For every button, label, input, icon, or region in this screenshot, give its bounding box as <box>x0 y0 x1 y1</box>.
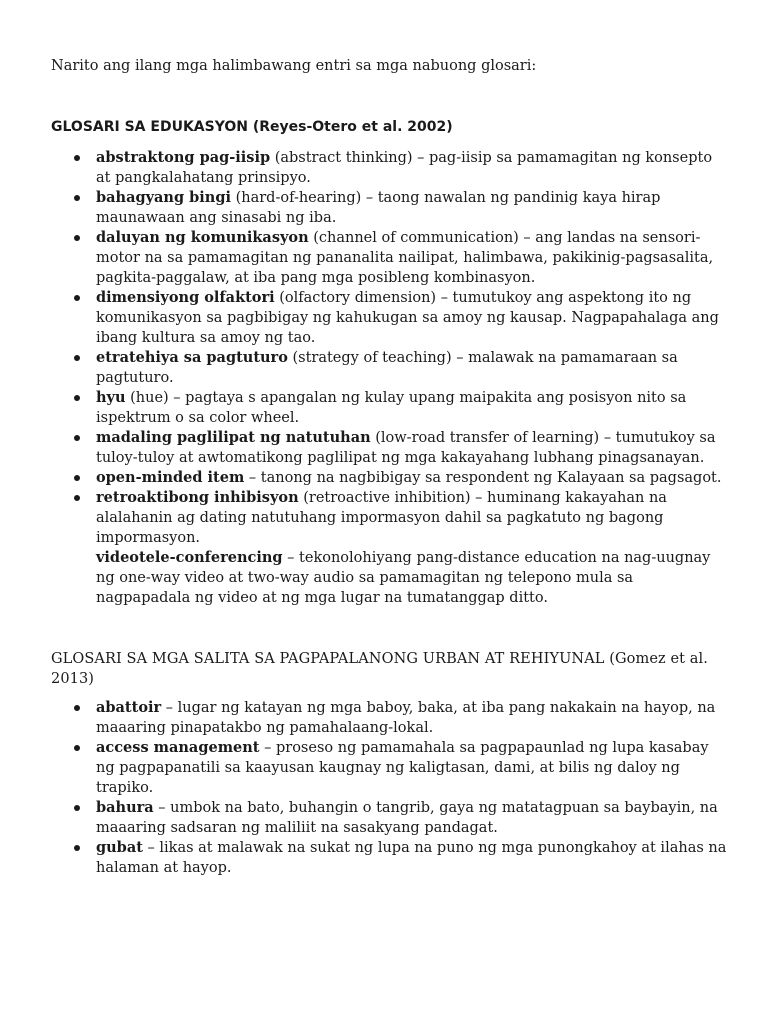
glossary-term: bahagyang bingi <box>96 189 231 206</box>
glossary-definition: – likas at malawak na sukat ng lupa na puno ng mga punongkahoy at ilahas na halaman at hayop. <box>96 840 727 876</box>
glossary-term: videotele-conferencing <box>96 549 283 566</box>
glossary-definition: (channel of communication) – ang landas na sensori-motor na sa pamamagitan ng pananalita nailipat, halimbawa, pakikinig-pagsasalita, pagkita-paggalaw, at iba pang mga posibleng kombinasyon. <box>96 230 714 286</box>
glossary-entry <box>0 548 728 608</box>
glossary-entry <box>0 838 728 878</box>
glossary-term: dimensiyong olfaktori <box>96 289 275 306</box>
glossary-definition: (olfactory dimension) – tumutukoy ang aspektong ito ng komunikasyon sa pagbibigay ng kahukugan sa amoy ng kausap. Nagpapahalaga ang ibang kultura sa amoy ng tao. <box>96 290 719 346</box>
glossary-definition: (abstract thinking) – pag-iisip sa pamamagitan ng konsepto at pangkalahatang prinsipyo. <box>96 150 713 186</box>
glossary-term: madaling paglilipat ng natutuhan <box>96 429 371 446</box>
glossary-term: daluyan ng komunikasyon <box>96 229 309 246</box>
glossary-entry <box>0 798 728 838</box>
glossary-term: access management <box>96 739 260 756</box>
glossary-entry <box>0 738 728 798</box>
glossary-entry <box>0 228 728 288</box>
glossary-list-urban <box>0 698 728 878</box>
glossary-definition: (hard-of-hearing) – taong nawalan ng pandinig kaya hirap maunawaan ang sinasabi ng iba. <box>96 190 661 226</box>
glossary-entry <box>0 148 728 188</box>
glossary-term: gubat <box>96 839 143 856</box>
glossary-term: abstraktong pag-iisip <box>96 149 271 166</box>
glossary-term: open-minded item <box>96 469 245 486</box>
glossary-list-edukasyon <box>0 148 728 608</box>
glossary-entry <box>0 468 728 488</box>
glossary-definition: (retroactive inhibition) – huminang kakayahan na alalahanin ag dating natutuhang impormasyon dahil sa pagkatuto ng bagong impormasyon. <box>96 490 667 546</box>
glossary-entry <box>0 188 728 228</box>
glossary-entry <box>0 428 728 468</box>
glossary-term: bahura <box>96 799 154 816</box>
glossary-definition: – lugar ng katayan ng mga baboy, baka, at iba pang nakakain na hayop, na maaaring pinapatakbo ng pamahalaang-lokal. <box>96 700 716 736</box>
glossary-term: retroaktibong inhibisyon <box>96 489 299 506</box>
intro-text: Narito ang ilang mga halimbawang entri sa mga nabuong glosari: <box>51 58 537 74</box>
glossary-entry <box>0 288 728 348</box>
glossary-definition: (strategy of teaching) – malawak na pamamaraan sa pagtuturo. <box>96 350 678 386</box>
glossary-definition: – proseso ng pamamahala sa pagpapaunlad ng lupa kasabay ng pagpapanatili sa kaayusan kaugnay ng kaligtasan, dami, at bilis ng daloy ng trapiko. <box>96 740 709 796</box>
glossary-definition: (hue) – pagtaya s apangalan ng kulay upang maipakita ang posisyon nito sa ispektrum o sa color wheel. <box>96 390 687 426</box>
glossary-definition: (low-road transfer of learning) – tumutukoy sa tuloy-tuloy at awtomatikong paglilipat ng mga kakayahang lubhang pinagsanayan. <box>96 430 716 466</box>
glossary-definition: – tanong na nagbibigay sa respondent ng Kalayaan sa pagsagot. <box>244 470 722 486</box>
section-title-edukasyon: GLOSARI SA EDUKASYON (Reyes-Otero et al. 2002) <box>51 119 453 135</box>
glossary-term: hyu <box>96 389 126 406</box>
section-title-urban: GLOSARI SA MGA SALITA SA PAGPAPALANONG URBAN AT REHIYUNAL (Gomez et al. 2013) <box>51 651 708 687</box>
glossary-term: etratehiya sa pagtuturo <box>96 349 288 366</box>
glossary-entry <box>0 348 728 388</box>
glossary-term: abattoir <box>96 699 162 716</box>
glossary-entry <box>0 388 728 428</box>
glossary-definition: – umbok na bato, buhangin o tangrib, gaya ng matatagpuan sa baybayin, na maaaring sadsaran ng maliliit na sasakyang pandagat. <box>96 800 718 836</box>
glossary-entry <box>0 698 728 738</box>
glossary-entry <box>0 488 728 548</box>
glossary-definition: – tekonolohiyang pang-distance education na nag-uugnay ng one-way video at two-way audio sa pamamagitan ng telepono mula sa nagpapadala ng video at ng mga lugar na tumatanggap ditto. <box>96 550 711 606</box>
